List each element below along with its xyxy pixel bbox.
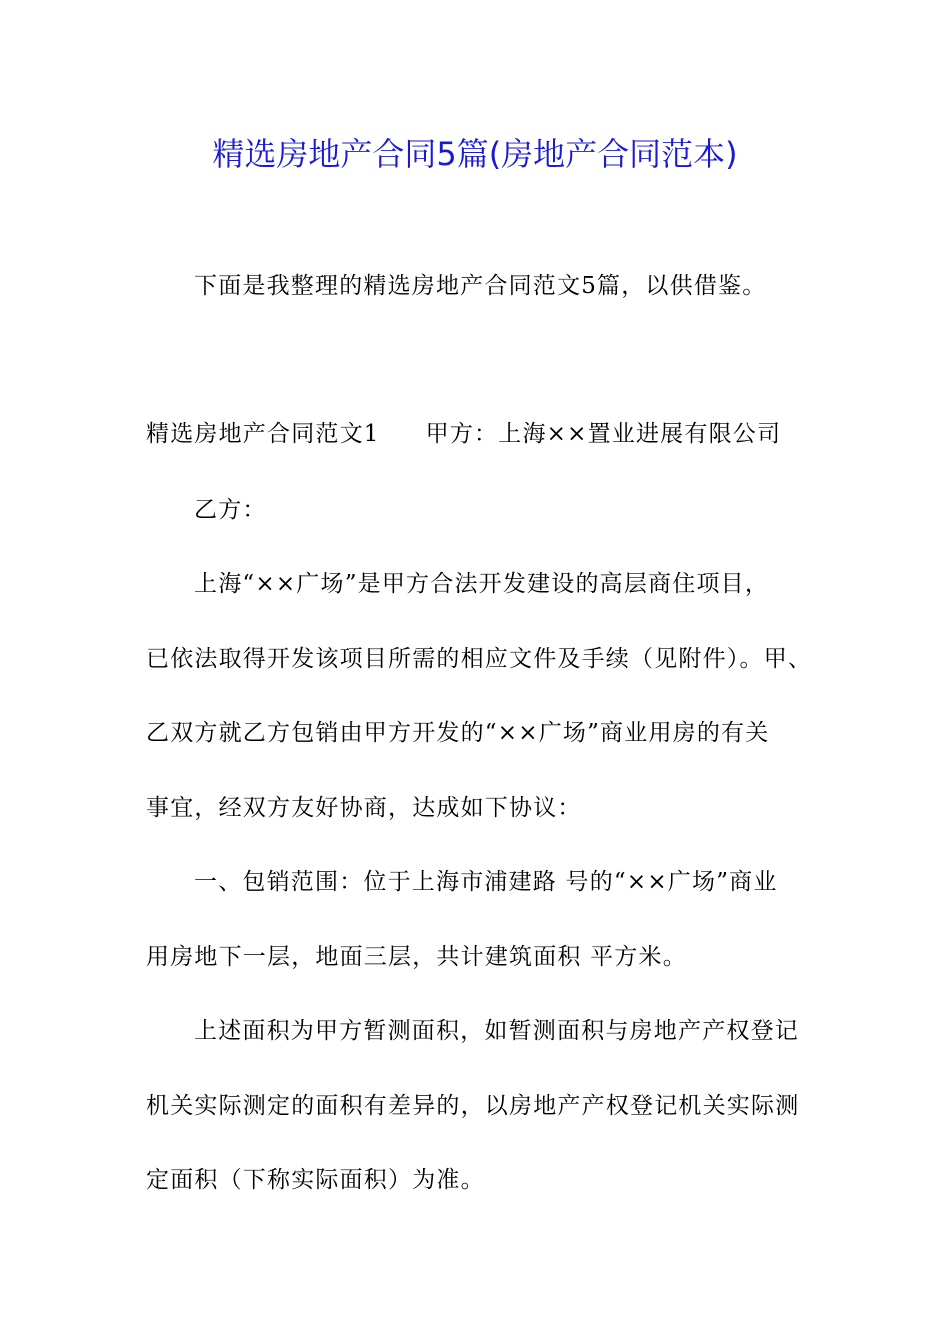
party-b: 乙方： — [194, 497, 267, 523]
body-line: 一、包销范围：位于上海市浦建路 号的“××广场”商业 — [194, 869, 778, 895]
body-line: 事宜，经双方友好协商，达成如下协议： — [146, 795, 582, 821]
body-line: 已依法取得开发该项目所需的相应文件及手续（见附件）。甲、 — [146, 646, 813, 672]
body-line: 用房地下一层，地面三层，共计建筑面积 平方米。 — [146, 944, 687, 970]
body-line: 定面积（下称实际面积）为准。 — [146, 1167, 485, 1193]
document-title: 精选房地产合同5篇(房地产合同范本) — [212, 135, 738, 173]
body-line: 上海“××广场”是甲方合法开发建设的高层商住项目， — [194, 571, 770, 597]
section-heading-line — [146, 416, 781, 452]
body-line: 乙双方就乙方包销由甲方开发的“××广场”商业用房的有关 — [146, 720, 770, 746]
body-line: 机关实际测定的面积有差异的，以房地产产权登记机关实际测 — [146, 1093, 800, 1119]
party-a: 甲方：上海××置业进展有限公司 — [425, 421, 782, 447]
intro-paragraph: 下面是我整理的精选房地产合同范文5篇，以供借鉴。 — [194, 273, 767, 299]
section-heading: 精选房地产合同范文1 — [146, 421, 380, 447]
body-line: 上述面积为甲方暂测面积，如暂测面积与房地产产权登记 — [194, 1018, 799, 1044]
